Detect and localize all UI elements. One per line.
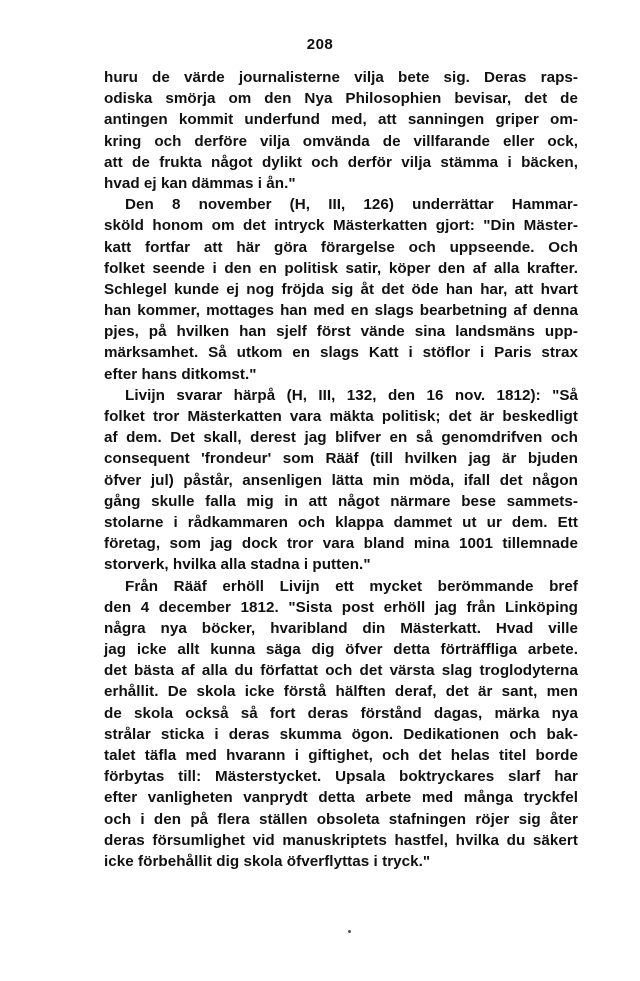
text-line: hvad ej kan dämmas i ån."	[104, 174, 296, 192]
text-line: kring och derföre vilja omvända de villfarande eller ock,	[104, 132, 578, 150]
text-line: företag, som jag dock tror vara bland mina 1001 tillemnade	[104, 535, 578, 553]
text-line: förbytas till: Mästerstycket. Upsala boktryckares slarf har	[104, 768, 578, 786]
text-line: pjes, på hvilken han sjelf först vände sina landsmäns upp-	[104, 323, 578, 341]
print-speck	[348, 930, 351, 933]
text-line: efter hans ditkomst."	[104, 365, 257, 383]
text-line: de skola också så fort deras förstånd dagas, märka nya	[104, 704, 578, 722]
text-line: folket tror Mästerkatten vara mäkta politisk; det är beskedligt	[104, 408, 578, 425]
text-line: antingen kommit underfund med, att sanningen griper om-	[104, 111, 578, 129]
text-line: odiska smörja om den Nya Philosophien bevisar, det de	[104, 90, 578, 108]
text-line: talet täfla med hvarann i giftighet, och det helas titel borde	[104, 747, 578, 764]
text-line: gång skulle falla mig in att något närmare bese sammets-	[104, 492, 578, 510]
page-number: 208	[306, 36, 334, 53]
text-line: jag icke allt kunna säga dig öfver detta förträffliga arbete.	[104, 641, 578, 659]
text-line: consequent 'frondeur' som Rääf (till hvilken jag är bjuden	[104, 450, 578, 468]
text-line: stolarne i rådkammaren och klappa dammet ut ur dem. Ett	[104, 513, 578, 531]
text-line: erhållit. De skola icke förstå hälften deraf, det är sant, men	[104, 683, 578, 701]
text-line: Livijn svarar härpå (H, III, 132, den 16 nov. 1812): "Så	[125, 386, 578, 404]
text-line: det bästa af alla du författat och det värsta slag troglodyterna	[104, 662, 578, 680]
text-line: den 4 december 1812. "Sista post erhöll jag från Linköping	[104, 598, 578, 616]
text-line: storverk, hvilka alla stadna i putten."	[104, 556, 371, 574]
text-line: att de frukta något dylikt och derför vilja stämma i bäcken,	[104, 153, 578, 171]
text-line: katt fortfar att här göra förargelse och uppseende. Och	[104, 238, 578, 256]
text-line: icke förbehållit dig skola öfverflyttas i tryck."	[104, 852, 431, 870]
text-line: folket seende i den en politisk satir, köper den af alla krafter.	[104, 259, 578, 277]
text-line: några nya böcker, hvaribland din Mästerkatt. Hvad ville	[104, 619, 578, 637]
text-line: märksamhet. Så utkom en slags Katt i stöflor i Paris strax	[104, 344, 578, 362]
text-line: strålar sticka i deras skumma ögon. Dedikationen och bak-	[104, 725, 578, 743]
text-line: huru de värde journalisterne vilja bete sig. Deras raps-	[104, 69, 578, 86]
text-line: Den 8 november (H, III, 126) underrättar Hammar-	[125, 196, 578, 214]
text-line: Från Rääf erhöll Livijn ett mycket berömmande bref	[125, 577, 578, 595]
text-line: han kommer, mottages han med en slags bearbetning af denna	[104, 302, 578, 320]
text-line: af dem. Det skall, derest jag blifver en så genomdrifven och	[104, 429, 578, 447]
body-text	[104, 67, 578, 872]
text-line: deras försumlighet vid manuskriptets hastfel, hvilka du säkert	[104, 831, 578, 849]
text-line: Schlegel kunde ej nog fröjda sig åt det öde han har, att hvart	[104, 280, 578, 298]
text-line: öfver jul) påstår, ansenligen lätta min möda, ifall det någon	[104, 471, 578, 489]
text-line: efter vanligheten vanprydt detta arbete med många tryckfel	[104, 789, 578, 807]
text-line: sköld honom om det intryck Mästerkatten gjort: "Din Mäster-	[104, 217, 578, 235]
text-line: och i den på flera ställen obsoleta stafningen röjer sig åter	[104, 810, 578, 828]
